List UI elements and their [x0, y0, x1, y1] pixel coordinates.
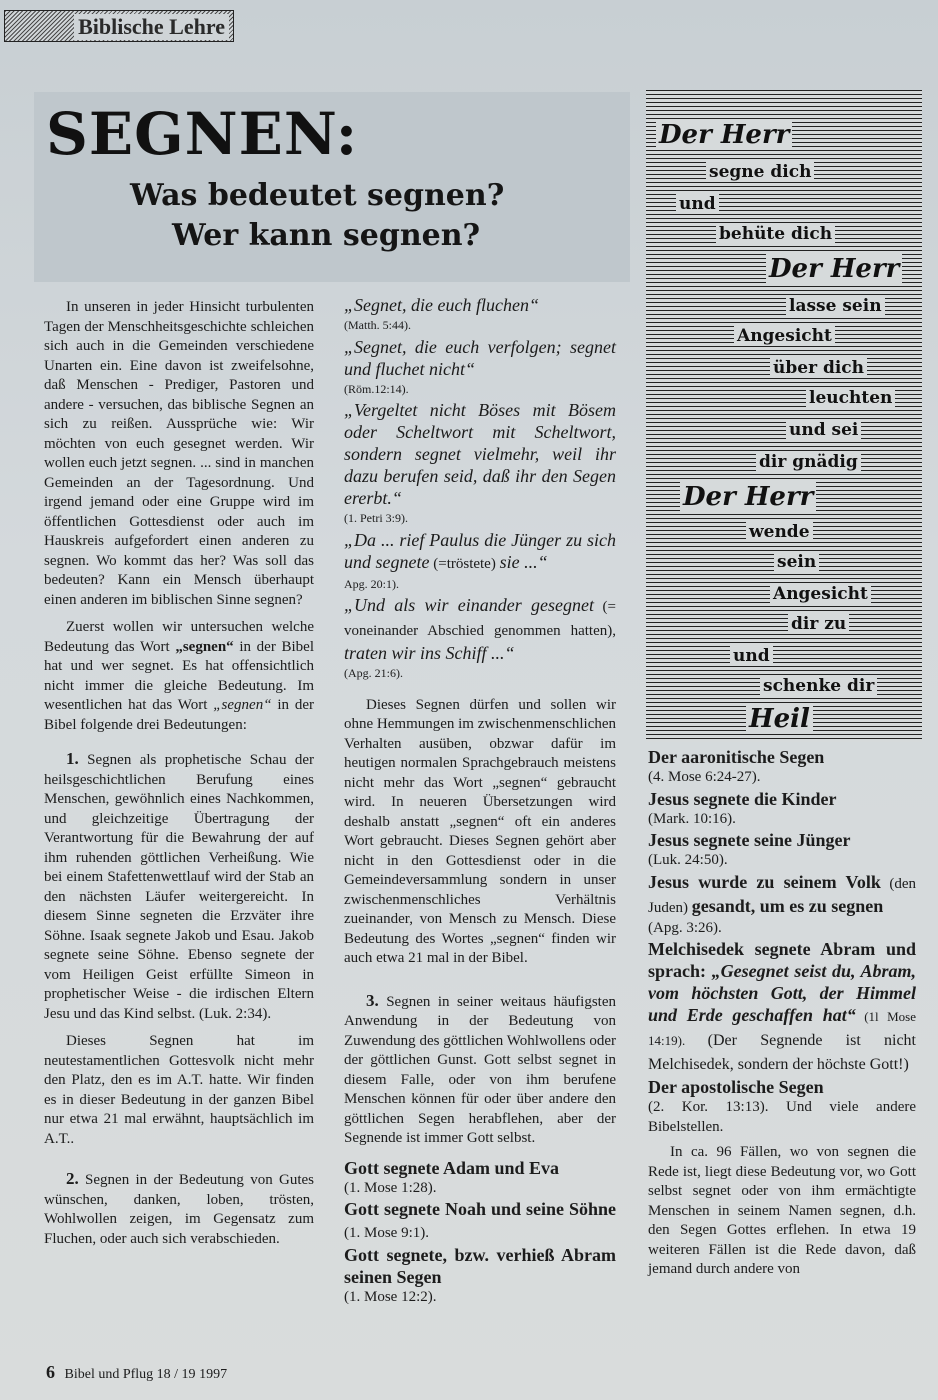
quote-text: traten wir ins Schiff ...“	[344, 643, 515, 663]
text-column-2	[344, 294, 616, 1308]
article-subtitle-1: Was bedeutet segnen?	[130, 178, 505, 213]
bible-reference: (Matth. 5:44).	[344, 318, 411, 332]
example-heading: Gott segnete, bzw. verhieß Abram seinen Segen	[344, 1245, 616, 1287]
article-subtitle-2: Wer kann segnen?	[172, 218, 481, 253]
bible-quote: „Vergeltet nicht Böses mit Bösem oder Scheltwort mit Scheltwort, sondern segnet vielmehr, weil ihr dazu berufen seid, daß ihr den Segen ererbt.“	[344, 400, 616, 508]
page-number: 6	[46, 1362, 55, 1382]
text: Zuerst wollen wir untersuchen welche Bedeutung das Wort	[44, 619, 314, 655]
bible-quote	[344, 529, 616, 575]
blessing-line: sein	[774, 552, 819, 572]
blessing-line: segne dich	[706, 162, 814, 182]
bible-quote: „Segnet, die euch verfolgen; segnet und fluchet nicht“	[344, 336, 616, 379]
blessing-line: dir gnädig	[756, 452, 861, 472]
paragraph: Dieses Segnen hat im neutestamentlichen Gottesvolk nicht mehr den Platz, den es im A.T. hatte. Wir finden es in dieser Bedeutung in der ganzen Bibel nur etwa 21 mal erwähnt, hauptsächlich im A.T..	[44, 1033, 314, 1147]
emphasis: „segnen“	[175, 638, 234, 655]
blessing-line: und	[676, 194, 719, 214]
bible-reference: Apg. 20:1).	[344, 576, 399, 591]
bible-reference: (Apg. 3:26).	[648, 919, 722, 936]
bible-reference: (2. Kor. 13:13). Und viele andere Bibelstellen.	[648, 1099, 916, 1135]
bible-reference: (1. Mose 12:2).	[344, 1289, 437, 1305]
blessing-line: dir zu	[788, 614, 849, 634]
point-number: 2.	[66, 1169, 79, 1188]
paragraph: Dieses Segnen dürfen und sollen wir ohne Hemmungen im zwischenmenschlichen Verhalten ausüben, obzwar dafür im heutigen normalen Sprachgebrauch meistens nicht mehr das Wort „segnen“ gebraucht wird. In neueren Übersetzungen wird deshalb anstatt „segnen“ oft ein anderes Wort gebraucht. Dieses Segnen gehört aber nicht in den Gottesdienst oder in die Gemeindeversammlung sondern in unser zwischenmenschliches Verhältnis zueinander, von Mensch zu Mensch. Diese Bedeutung des Wortes „segnen“ finden wir auch etwa 21 mal in der Bibel.	[344, 696, 617, 966]
bible-reference: (1l Mose 14:19).	[648, 1009, 916, 1048]
note-text: (Der Segnende ist nicht Melchisedek, sondern der höchste Gott!)	[648, 1032, 916, 1073]
paragraph: In unseren in jeder Hinsicht turbulenten Tagen der Menschheitsgeschichte schleichen sich auch in die Gemeinden verschiedene Unarten ein. Eine davon ist zweifelsohne, daß Menschen - Prediger, Pastoren und andere - versuchen, das biblische Segnen an sich zu reißen. Aussprüche wie: Wir möchten von euch gesegnet werden. Wir wollen euch jetzt segnen. ... sind in manchen Gemeinden an der Tagesordnung. Und irgend jemand oder eine Gruppe wird im öffentlichen Gottesdienst oder auch im Hauskreis aufgefordert einen anderen zu segnen. Wo kommt das her? Was soll das bedeuten? Kann ein Mensch überhaupt einen anderen im biblischen Sinne segnen?	[44, 299, 314, 608]
bible-reference: (1. Petri 3:9).	[344, 511, 408, 525]
example-heading	[344, 1198, 616, 1244]
bible-reference: (4. Mose 6:24-27).	[648, 769, 761, 785]
quote-text: „Da ... rief Paulus die Jünger zu sich und segnete	[344, 529, 616, 572]
text: Segnen in seiner weitaus häufigsten Anwendung in der Bedeutung von Zuwendung des göttlichen Wohlwollens oder der göttlichen Gunst. Gott selbst segnet in diesem Falle, oder von ihm berufene Menschen können für oder über andere den göttlichen Segen herabflehen, aber der Segnende ist immer Gott selbst.	[344, 993, 617, 1146]
example-heading	[648, 871, 916, 919]
section-label: Biblische Lehre	[74, 14, 229, 40]
quote-gloss: (=tröstete)	[429, 555, 500, 572]
text: in der Bibel hat und wer segnet. Es hat offensichtlich nicht immer die gleiche Bedeutung. Im wesentlichen hat das Wort	[44, 638, 314, 713]
heading-text: Gott segnete Noah und seine Söhne	[344, 1199, 616, 1219]
example-heading	[648, 938, 916, 1076]
article-title: SEGNEN:	[46, 100, 359, 168]
text: Segnen in der Bedeutung von Gutes wünschen, danken, loben, trösten, Wohlwollen zeigen, im Gegensatz zum Fluchen, oder auch sich verabschieden.	[44, 1172, 314, 1247]
point-number: 3.	[366, 990, 379, 1010]
page-footer	[46, 1362, 227, 1383]
bible-reference: (Röm.12:14).	[344, 381, 409, 396]
point-number: 1.	[66, 749, 79, 768]
text: Segnen als prophetische Schau der heilsgeschichtlichen Berufung eines Menschen, gewöhnlich eines Nachkommen, und gleichzeitige Übertragung der Verantwortung für die Bewahrung der auf ihm ruhenden göttlichen Verheißung. Wie bei einem Stafettenwettlauf wird der Stab an den nächsten Läufer weitergereicht. In diesem Sinne segneten die Erzväter ihre Söhne. Isaak segnete Jakob und Esau. Jakob segnete seine Söhne. Ebenso segnete der vom Heiligen Geist erfüllte Simeon in prophetischer Weise - die irdischen Eltern Jesu und das Kind selbst. (Luk. 2:34).	[44, 752, 315, 1022]
quote-text: sie ...“	[499, 551, 548, 572]
blessing-line: wende	[746, 522, 813, 542]
text-column-3	[648, 746, 916, 1288]
blessing-line: behüte dich	[716, 224, 835, 244]
quote-text: „Gesegnet seist du, Abram, vom höchsten Gott, der Himmel und Erde geschaffen hat“	[648, 961, 917, 1025]
quote-text: „Und als wir einander gesegnet	[344, 595, 595, 615]
quote-gloss: (= voneinander Abschied genommen hatten),	[344, 599, 616, 639]
example-heading: Der apostolische Segen	[648, 1077, 824, 1097]
example-heading: Der aaronitische Segen	[648, 747, 825, 767]
bible-quote: „Segnet, die euch fluchen“	[344, 295, 539, 315]
blessing-line: Der Herr	[680, 482, 816, 512]
paragraph	[44, 749, 314, 1024]
blessing-line: über dich	[770, 358, 867, 378]
section-tag	[4, 10, 234, 42]
example-heading: Jesus segnete die Kinder	[648, 788, 837, 809]
heading-gloss: (den Juden)	[648, 875, 917, 916]
bible-reference: (Mark. 10:16).	[648, 810, 736, 827]
issue-year: 1997	[199, 1367, 228, 1382]
blessing-line: und	[730, 646, 773, 666]
paragraph	[44, 618, 314, 735]
example-heading: Gott segnete Adam und Eva	[344, 1157, 560, 1178]
heading-text: gesandt, um es zu segnen	[691, 895, 884, 916]
blessing-line: schenke dir	[760, 676, 877, 696]
paragraph: In ca. 96 Fällen, wo von segnen die Rede ist, liegt diese Bedeutung vor, wo Gott selbst segnet oder von ihm ermächtigte Menschen in seinem Namen segnen, d.h. den Segen Gottes erflehen. In etwa 19 weiteren Fällen ist die Rede davon, daß jemand durch andere von	[648, 1144, 916, 1277]
magazine-name: Bibel und Pflug	[64, 1367, 154, 1382]
blessing-line: Heil	[746, 704, 813, 734]
blessing-line: leuchten	[806, 388, 895, 408]
issue-number: 18 / 19	[156, 1367, 196, 1382]
paragraph	[44, 1169, 314, 1249]
blessing-line: Angesicht	[770, 584, 871, 604]
bible-reference: (Luk. 24:50).	[648, 852, 728, 868]
emphasis: „segnen“	[213, 697, 272, 713]
text-column-1	[44, 298, 314, 1257]
heading-text: Jesus wurde zu seinem Volk	[648, 871, 881, 892]
blessing-line: und sei	[786, 420, 861, 440]
bible-reference: (1. Mose 9:1).	[344, 1225, 429, 1241]
text: in der Bibel folgende drei Bedeutungen:	[44, 697, 314, 733]
blessing-box	[646, 90, 922, 742]
bible-reference: (Apg. 21:6).	[344, 666, 403, 680]
blessing-line: Der Herr	[656, 120, 792, 150]
example-heading: Jesus segnete seine Jünger	[648, 830, 851, 850]
blessing-line: lasse sein	[786, 296, 885, 316]
bible-reference: (1. Mose 1:28).	[344, 1179, 437, 1196]
bible-quote	[344, 594, 616, 664]
heading-text: Melchisedek segnete Abram und sprach:	[648, 939, 916, 981]
blessing-line: Der Herr	[766, 254, 902, 284]
paragraph	[344, 991, 616, 1149]
blessing-line: Angesicht	[734, 326, 835, 346]
